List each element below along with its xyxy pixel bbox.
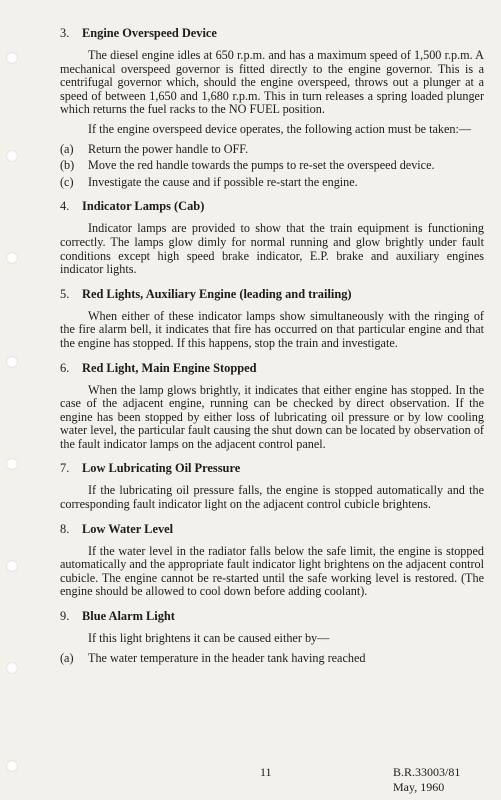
list-text: The water temperature in the header tank having reached <box>88 650 366 665</box>
list-item <box>60 176 484 190</box>
section-number: 3. <box>60 26 70 40</box>
binder-hole <box>6 560 18 572</box>
list-marker: (a) <box>60 650 74 665</box>
binder-hole <box>6 458 18 470</box>
section-number: 6. <box>60 360 70 375</box>
section-red-light-main-engine <box>60 361 484 452</box>
section-number: 4. <box>60 199 70 214</box>
section-title: Engine Overspeed Device <box>82 26 217 40</box>
document-reference <box>393 765 460 795</box>
paragraph: Indicator lamps are provided to show that the train equipment is functioning correctly. The lamps glow dimly for normal running and glow brightly under fault conditions except high speed brake indicator, E.P. brake and auxiliary engines indicator lights. <box>60 221 484 277</box>
reference-code: B.R.33003/81 <box>393 765 461 779</box>
page-content <box>60 26 484 675</box>
page-footer <box>0 757 501 797</box>
list-text: Move the red handle towards the pumps to re-set the overspeed device. <box>88 158 435 173</box>
action-list <box>60 143 484 190</box>
list-marker: (a) <box>60 141 74 156</box>
list-item <box>60 143 484 157</box>
paragraph: If the lubricating oil pressure falls, the engine is stopped automatically and the corresponding fault indicator light on the adjacent control cubicle brightens. <box>60 483 484 512</box>
list-item <box>60 652 484 666</box>
publication-date: May, 1960 <box>393 780 445 794</box>
paragraph: When either of these indicator lamps show simultaneously with the ringing of the fire alarm bell, it indicates that fire has occurred on that particular engine and that the engine has stopped. If this happens, stop the train and investigate. <box>60 308 484 350</box>
section-heading <box>60 361 484 376</box>
list-marker: (b) <box>60 158 75 173</box>
section-engine-overspeed <box>60 26 484 189</box>
section-title: Low Lubricating Oil Pressure <box>82 461 241 476</box>
paragraph: When the lamp glows brightly, it indicates that either engine has stopped. In the case of the adjacent engine, running can be checked by direct observation. If the engine has been stopped by either loss of lubricating oil pressure or by low cooling water level, the particular fault causing the shut down can be located by observation of the fault indicator lamps on the adjacent control panel. <box>60 382 484 451</box>
section-heading <box>60 26 484 41</box>
section-red-lights-auxiliary <box>60 287 484 351</box>
section-title: Blue Alarm Light <box>82 609 175 624</box>
section-indicator-lamps <box>60 199 484 276</box>
paragraph: If the water level in the radiator falls below the safe limit, the engine is stopped automatically and the appropriate fault indicator light brightens on the adjacent control cubicle. The engine cannot be re-started until the safe working level is restored. (The engine should be allowed to cool down before adding coolant). <box>60 543 484 599</box>
section-heading <box>60 461 484 476</box>
binder-holes <box>6 0 20 800</box>
section-number: 7. <box>60 461 70 476</box>
cause-list <box>60 652 484 666</box>
list-text: Investigate the cause and if possible re-start the engine. <box>88 174 358 189</box>
paragraph: If this light brightens it can be caused either by— <box>88 631 330 646</box>
list-text: Return the power handle to OFF. <box>88 141 249 156</box>
section-title: Red Light, Main Engine Stopped <box>82 360 257 375</box>
section-number: 9. <box>60 609 70 624</box>
section-heading <box>60 199 484 214</box>
section-blue-alarm-light <box>60 609 484 665</box>
binder-hole <box>6 252 18 264</box>
section-title: Low Water Level <box>82 521 174 536</box>
section-heading <box>60 609 484 624</box>
section-heading <box>60 522 484 537</box>
section-low-oil-pressure <box>60 461 484 511</box>
section-number: 8. <box>60 521 70 536</box>
section-low-water-level <box>60 522 484 599</box>
page-number: 11 <box>260 765 272 779</box>
section-title: Indicator Lamps (Cab) <box>82 199 205 214</box>
list-marker: (c) <box>60 174 74 189</box>
paragraph: The diesel engine idles at 650 r.p.m. and has a maximum speed of 1,500 r.p.m. A mechanical overspeed governor is fitted directly to the engine governor. This is a centrifugal governor which, should the engine overspeed, throws out a plunger at a speed of between 1,650 and 1,680 r.p.m. This in turn releases a spring loaded plunger which returns the fuel racks to the NO FUEL position. <box>60 48 484 117</box>
list-item <box>60 159 484 173</box>
section-title: Red Lights, Auxiliary Engine (leading and trailing) <box>82 286 352 301</box>
binder-hole <box>6 356 18 368</box>
section-heading <box>60 287 484 302</box>
binder-hole <box>6 662 18 674</box>
binder-hole <box>6 52 18 64</box>
section-number: 5. <box>60 286 70 301</box>
binder-hole <box>6 150 18 162</box>
paragraph: If the engine overspeed device operates, the following action must be taken:— <box>88 121 472 136</box>
